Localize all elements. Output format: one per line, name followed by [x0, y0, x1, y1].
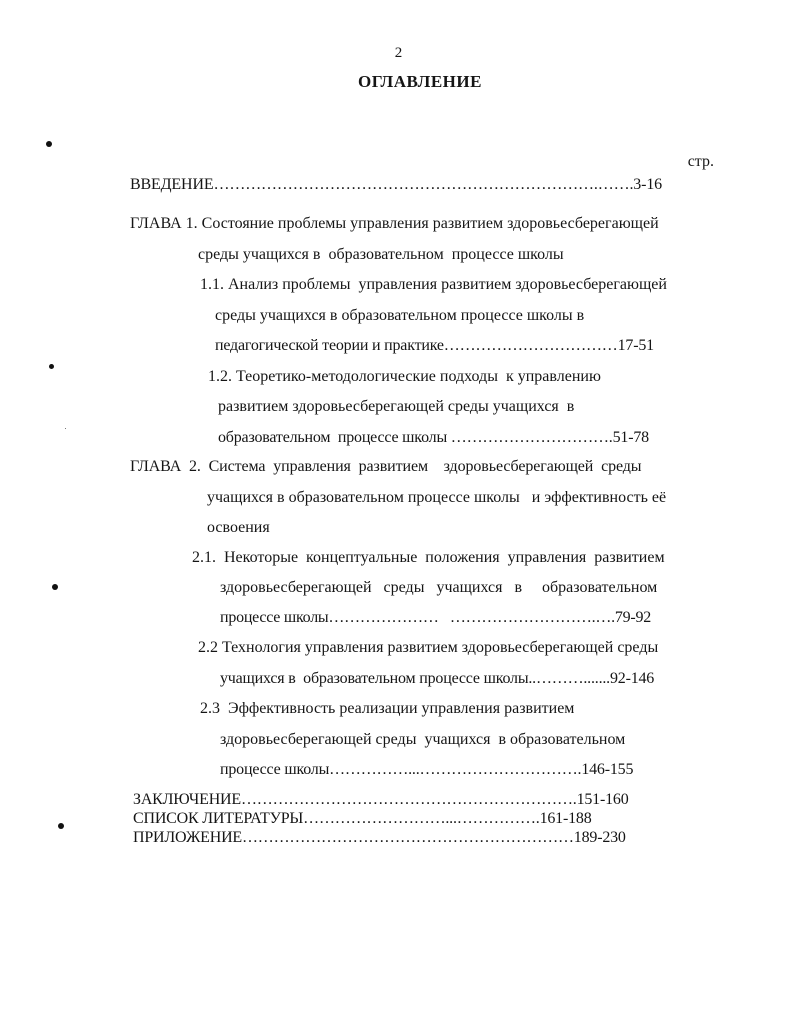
- toc-line: здоровьесберегающей среды учащихся в образовательном: [220, 579, 658, 596]
- toc-line: 1.1. Анализ проблемы управления развитием здоровьесберегающей: [200, 276, 667, 293]
- toc-line: 2.2 Технология управления развитием здоровьесберегающей среды: [198, 639, 659, 656]
- binder-mark: [46, 141, 52, 147]
- page-title: ОГЛАВЛЕНИЕ: [358, 72, 482, 91]
- toc-line: учащихся в образовательном процессе школы и эффективность её: [207, 489, 667, 506]
- page-column-label: стр.: [687, 153, 714, 170]
- toc-line: освоения: [207, 519, 270, 536]
- toc-line: среды учащихся в образовательном процессе школы в: [215, 307, 585, 324]
- binder-mark: [49, 364, 54, 369]
- toc-line: 1.2. Теоретико-методологические подходы к управлению: [208, 368, 601, 385]
- scan-speck: [65, 428, 66, 429]
- toc-entry-references: СПИСОК ЛИТЕРАТУРЫ………………………...…………….161-188: [133, 810, 592, 827]
- binder-mark: [52, 584, 58, 590]
- toc-line: ГЛАВА 2. Система управления развитием здоровьесберегающей среды: [130, 458, 642, 475]
- toc-entry-appendix: ПРИЛОЖЕНИЕ………………………………………………………189-230: [133, 829, 626, 846]
- page-number: 2: [394, 45, 403, 61]
- toc-line: процессе школы……………...………………………….146-155: [220, 761, 634, 778]
- toc-line: среды учащихся в образовательном процессе школы: [198, 246, 564, 263]
- toc-line: педагогической теории и практике……………………………17-51: [215, 337, 654, 354]
- toc-line: здоровьесберегающей среды учащихся в образовательном: [220, 731, 626, 748]
- toc-line: ГЛАВА 1. Состояние проблемы управления развитием здоровьесберегающей: [130, 215, 659, 232]
- toc-line: 2.1. Некоторые концептуальные положения управления развитием: [192, 549, 665, 566]
- toc-entry-intro: ВВЕДЕНИЕ……………………………………………………………….…….3-16: [130, 176, 663, 193]
- toc-line: 2.3 Эффективность реализации управления развитием: [200, 700, 575, 717]
- binder-mark: [58, 823, 64, 829]
- toc-line: учащихся в образовательном процессе школы..……….......92-146: [220, 670, 655, 687]
- toc-line: процессе школы………………… ……………………….….79-92: [220, 609, 652, 626]
- toc-line: развитием здоровьесберегающей среды учащихся в: [218, 398, 575, 415]
- toc-entry-conclusion: ЗАКЛЮЧЕНИЕ……………………………………………………….151-160: [133, 791, 629, 808]
- toc-line: образовательном процессе школы ………………………….51-78: [218, 429, 649, 446]
